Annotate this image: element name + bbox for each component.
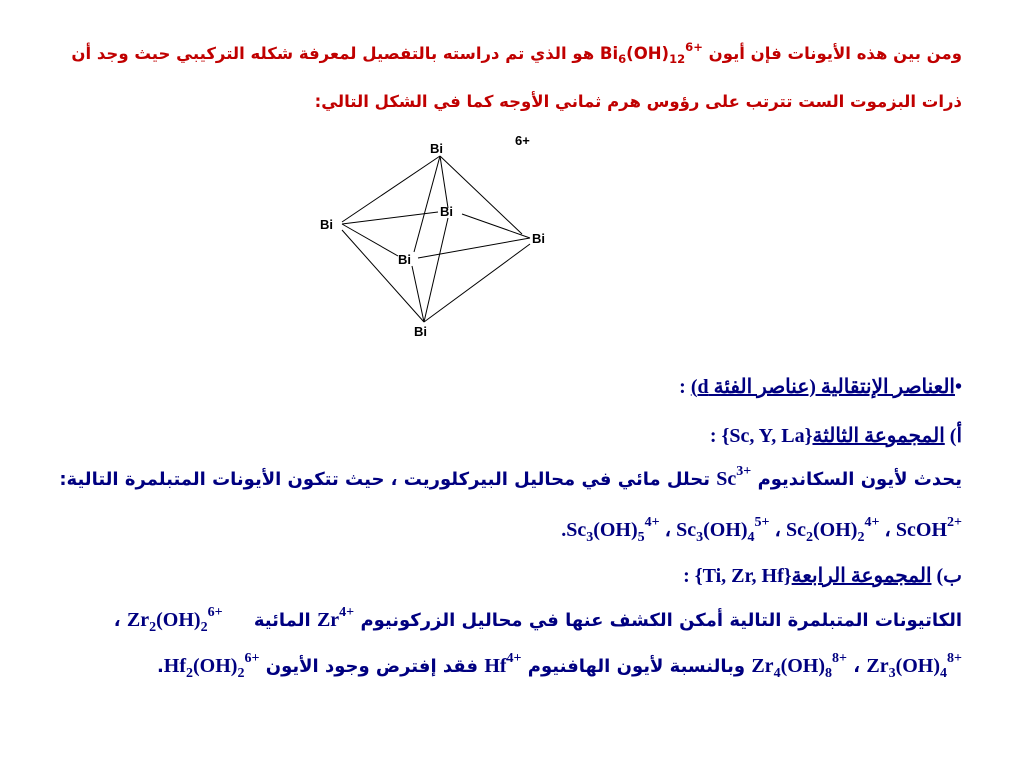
section-heading-line bbox=[40, 374, 962, 399]
group4-text-2a: وبالنسبة لأيون الهافنيوم bbox=[527, 656, 746, 677]
group4-label: المجموعة الرابعة bbox=[791, 565, 932, 587]
group4-text-1b: المائية bbox=[253, 610, 311, 631]
sc-ion-1: ScOH$^{2+}$ bbox=[895, 515, 962, 541]
bi-atom-top: Bi bbox=[430, 141, 443, 156]
hf-ion: $Hf^{4+}$ bbox=[484, 651, 522, 677]
sc-ions-line: ScOH$^{2+}$ ، $Sc_2(OH)_2^{4+}$ ، $Sc_3(OH)_4^{5+}$ ، $Sc_3(OH)_5^{4+}$. bbox=[561, 515, 962, 545]
group3-desc-a: يحدث لأيون السكانديوم bbox=[757, 469, 962, 490]
bi6-octahedron-diagram bbox=[0, 0, 1024, 360]
bi-atom-bottom: Bi bbox=[414, 324, 427, 339]
zr2-ion: $Zr_2(OH)_2^{6+}$ bbox=[126, 605, 223, 635]
group3-letter: أ) bbox=[949, 425, 962, 447]
intro-text-1b: هو الذي تم دراسته بالتفصيل لمعرفة شكله التركيبي حيث وجد أن bbox=[71, 44, 595, 63]
bullet: • bbox=[954, 376, 962, 398]
group4-line-1: الكاتيونات المتبلمرة التالية أمكن الكشف عنها في محاليل الزركونيوم $Zr^{4+}$ المائية $Zr_2(OH)_2^{6+}$ ، bbox=[113, 605, 962, 635]
section-colon: : bbox=[679, 376, 691, 398]
hf2-ion: $Hf_2(OH)_2^{6+}$ bbox=[163, 651, 260, 681]
zr3-ion: $Zr_3(OH)_4^{8+}$ bbox=[866, 651, 962, 681]
intro-text-1a: ومن بين هذه الأيونات فإن أيون bbox=[708, 44, 962, 63]
sc-ion-4: $Sc_3(OH)_5^{4+}$ bbox=[566, 515, 660, 545]
group3-label: المجموعة الثالثة bbox=[812, 425, 945, 447]
sc-ion: $Sc^{3+}$ bbox=[716, 464, 752, 490]
group4-letter: ب) bbox=[936, 565, 962, 587]
group3-desc-b: تحلل مائي في محاليل البيركلوريت ، حيث تتكون الأيونات المتبلمرة التالية: bbox=[59, 469, 711, 490]
group4-line-2: $Zr_3(OH)_4^{8+}$ ، $Zr_4(OH)_8^{8+}$ وبالنسبة لأيون الهافنيوم $Hf^{4+}$ فقد إفترض وجود الأيون $Hf_2(OH)_2^{6+}$. bbox=[156, 651, 962, 681]
group4-members: : {Ti, Zr, Hf} bbox=[683, 565, 792, 587]
bi-atom-left: Bi bbox=[320, 217, 333, 232]
group3-members: : {Sc, Y, La} bbox=[709, 425, 813, 447]
octahedron-edges bbox=[342, 156, 530, 322]
group3-title-line bbox=[40, 423, 962, 448]
bi-atom-right: Bi bbox=[532, 231, 545, 246]
ion-charge-label: 6+ bbox=[515, 133, 530, 148]
group4-text-1a: الكاتيونات المتبلمرة التالية أمكن الكشف عنها في محاليل الزركونيوم bbox=[360, 610, 962, 631]
group4-text-2b: فقد إفترض وجود الأيون bbox=[265, 656, 479, 677]
section-heading: العناصر الإنتقالية (عناصر الفئة d) bbox=[690, 376, 955, 398]
sc-ion-2: $Sc_2(OH)_2^{4+}$ bbox=[786, 515, 880, 545]
bi-atom-front: Bi bbox=[398, 252, 411, 267]
sc-ion-3: $Sc_3(OH)_4^{5+}$ bbox=[676, 515, 770, 545]
bi-atom-back: Bi bbox=[440, 204, 453, 219]
intro-line-2: ذرات البزموت الست تترتب على رؤوس هرم ثماني الأوجه كما في الشكل التالي: bbox=[314, 92, 962, 111]
zr-ion: $Zr^{4+}$ bbox=[316, 605, 355, 631]
group3-description bbox=[40, 464, 962, 491]
group4-title-line bbox=[40, 563, 962, 588]
bi-oh-formula: $Bi_6(OH)_{12}^{6+}$ bbox=[599, 39, 703, 67]
zr4-ion: $Zr_4(OH)_8^{8+}$ bbox=[751, 651, 847, 681]
